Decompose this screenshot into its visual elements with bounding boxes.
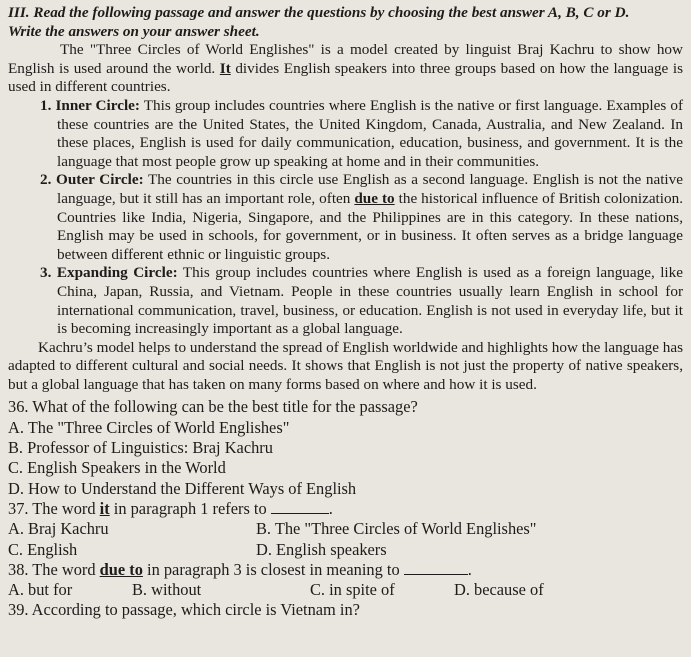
q38-word: due to xyxy=(99,559,143,579)
item-number: 3. xyxy=(40,264,52,282)
intro-it-underlined: It xyxy=(219,59,231,77)
question-38-option-a[interactable]: A. but for xyxy=(8,580,73,600)
question-37-stem xyxy=(8,499,683,519)
paragraph-outer-circle xyxy=(40,171,683,264)
question-36-option-c[interactable]: C. English Speakers in the World xyxy=(8,458,226,478)
question-37-option-d[interactable]: D. English speakers xyxy=(256,539,387,559)
intro-text-a: The "Three Circles of World Englishes" is a model created by linguist Braj Kachru to show how English is used around the world. xyxy=(8,41,683,77)
question-38-stem xyxy=(8,560,683,580)
question-38-option-c[interactable]: C. in spite of xyxy=(310,580,395,600)
section-title-line1: III. Read the following passage and answer the questions by choosing the best answer A, B, C or D. xyxy=(8,4,630,21)
question-36-option-b[interactable]: B. Professor of Linguistics: Braj Kachru xyxy=(8,438,273,458)
q38-stem-post: in paragraph 3 is closest in meaning to xyxy=(142,559,400,579)
question-37-option-b[interactable]: B. The "Three Circles of World Englishes" xyxy=(256,519,537,539)
question-38-option-d[interactable]: D. because of xyxy=(454,580,544,600)
item-heading: Expanding Circle: xyxy=(56,264,178,282)
closing-paragraph: Kachru’s model helps to understand the spread of English worldwide and highlights how the language has adapted to different cultural and social needs. It shows that English is not just the property of native speakers, but a global language that has taken on many forms based on where and how it is used. xyxy=(8,338,683,393)
question-38-option-b[interactable]: B. without xyxy=(132,580,202,600)
question-37-option-a[interactable]: A. Braj Kachru xyxy=(8,519,109,539)
q37-end: . xyxy=(328,498,333,518)
q37-stem-pre: 37. The word xyxy=(8,498,100,518)
intro-text-b: divides English speakers into three groups based on how the language is used in different countries. xyxy=(8,59,683,96)
question-36-stem: 36. What of the following can be the best title for the passage? xyxy=(8,397,418,417)
item-heading: Inner Circle: xyxy=(55,96,140,114)
q37-stem-post: in paragraph 1 refers to xyxy=(109,498,267,518)
item-text: This group includes countries where English is the native or first language. Examples of these countries are the United States, the United Kingdom, Canada, Australia, and New Zealand. In these places, English is used for daily communication, education, business, and government. It is the language that most people grow up speaking at home and in their communities. xyxy=(57,96,683,170)
question-37-options-row2 xyxy=(8,540,683,560)
section-title-line2: Write the answers on your answer sheet. xyxy=(8,22,260,40)
item-heading: Outer Circle: xyxy=(56,171,144,189)
question-39-stem: 39. According to passage, which circle is Vietnam in? xyxy=(8,600,360,620)
q38-answer-blank[interactable] xyxy=(404,561,468,575)
question-38-options-row xyxy=(8,580,683,600)
due-to-underlined: due to xyxy=(354,189,395,207)
question-36-option-a[interactable]: A. The "Three Circles of World Englishes" xyxy=(8,417,290,437)
item-text: This group includes countries where English is used as a foreign language, like China, Japan, Russia, and Vietnam. People in these countries usually learn English in school for international communication, travel, business, or education. English is not used in everyday life, but it is becoming increasingly important as a global language. xyxy=(57,264,683,338)
section-title xyxy=(8,4,683,41)
question-37-options-row1 xyxy=(8,519,683,539)
q37-answer-blank[interactable] xyxy=(271,500,329,514)
item-text-a: The countries in this circle use English as a second language. English is not the native language, but it still has an important role, often xyxy=(57,171,683,207)
intro-paragraph xyxy=(8,41,683,97)
item-number: 2. xyxy=(40,171,52,189)
q38-stem-pre: 38. The word xyxy=(8,559,100,579)
question-36-option-d[interactable]: D. How to Understand the Different Ways of English xyxy=(8,478,357,498)
item-number: 1. xyxy=(40,96,52,114)
questions-block xyxy=(8,397,683,620)
paragraph-inner-circle xyxy=(40,97,683,171)
question-37-option-c[interactable]: C. English xyxy=(8,539,78,559)
paragraph-expanding-circle xyxy=(40,264,683,338)
q38-end: . xyxy=(467,559,472,579)
q37-word: it xyxy=(99,498,110,518)
item-text-b: the historical influence of British colonization. Countries like India, Nigeria, Singapore, and the Philippines are in this category. In these nations, English may be used in schools, for government, or in business. It often serves as a bridge language between different ethnic or linguistic groups. xyxy=(57,189,683,263)
